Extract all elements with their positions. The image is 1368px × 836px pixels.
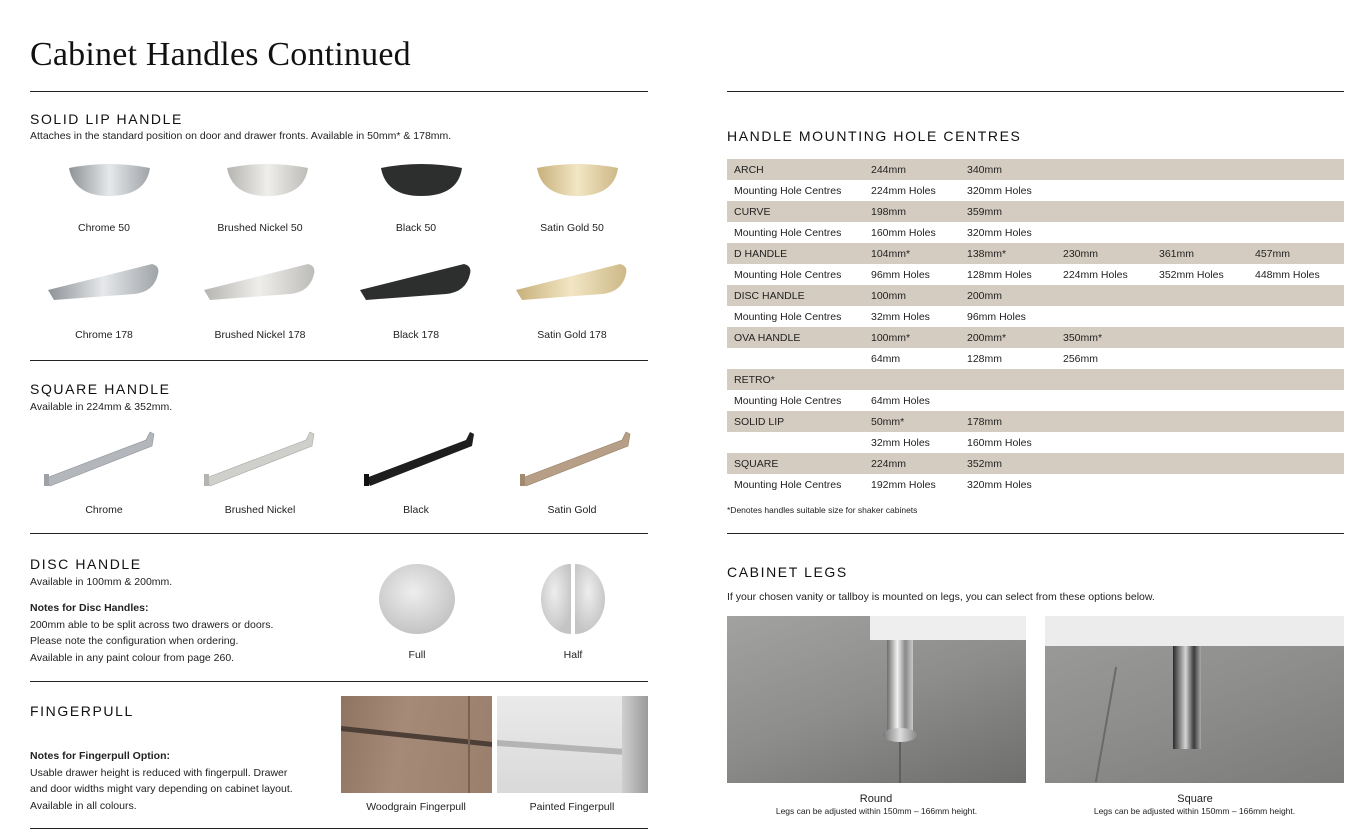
table-cell: 96mm Holes [871, 268, 930, 281]
table-row-handle [727, 411, 1344, 432]
table-cell: 178mm [960, 411, 1056, 432]
divider [30, 360, 648, 361]
handle-caption: Black [403, 504, 429, 516]
disc-caption: Half [563, 649, 583, 661]
table-cell [1152, 180, 1248, 201]
table-row-handle [727, 201, 1344, 222]
handle-image-brushed-nickel-178 [200, 258, 320, 306]
table-cell: OVA HANDLE [727, 327, 864, 348]
table-cell [1056, 432, 1152, 453]
table-cell: 320mm Holes [967, 478, 1032, 491]
handle-caption: Chrome 178 [75, 329, 133, 341]
section-description: Attaches in the standard position on door and drawer fronts. Available in 50mm* & 178mm. [30, 130, 452, 142]
table-cell: 352mm Holes [1159, 268, 1224, 281]
table-cell: 50mm* [864, 411, 960, 432]
note-line: 200mm able to be split across two drawers or doors. [30, 618, 274, 631]
mounting-hole-table [727, 159, 1344, 495]
table-row-handle [727, 285, 1344, 306]
table-row-handle [727, 453, 1344, 474]
table-cell: 192mm Holes [871, 478, 936, 491]
table-cell: SOLID LIP [727, 411, 864, 432]
table-cell [1152, 474, 1248, 495]
table-cell: 224mm [864, 453, 960, 474]
table-cell: Mounting Hole Centres [734, 184, 842, 197]
table-cell: 200mm [960, 285, 1056, 306]
table-cell [960, 390, 1056, 411]
table-cell [1152, 453, 1248, 474]
table-cell: 128mm Holes [967, 268, 1032, 281]
table-cell [1248, 390, 1344, 411]
note-line: Available in any paint colour from page 260. [30, 651, 235, 664]
section-heading-legs: CABINET LEGS [727, 564, 848, 580]
table-cell: 96mm Holes [967, 310, 1026, 323]
table-cell: ARCH [727, 159, 864, 180]
table-cell: 359mm [960, 201, 1056, 222]
table-cell [1152, 369, 1248, 390]
handle-caption: Chrome 50 [78, 222, 130, 234]
leg-label: Square [1177, 793, 1213, 805]
table-cell: 100mm [864, 285, 960, 306]
table-cell: 350mm* [1056, 327, 1152, 348]
table-row-holes [727, 180, 1344, 201]
table-cell: 352mm [960, 453, 1056, 474]
table-cell [1152, 201, 1248, 222]
section-heading-square: SQUARE HANDLE [30, 381, 171, 397]
table-cell: 64mm [871, 352, 901, 365]
divider [727, 533, 1344, 534]
table-cell [1248, 348, 1344, 369]
table-cell: Mounting Hole Centres [734, 310, 842, 323]
handle-caption: Satin Gold [547, 504, 597, 516]
divider [30, 533, 648, 534]
table-cell [960, 369, 1056, 390]
page-title: Cabinet Handles Continued [30, 36, 411, 73]
table-cell [1248, 369, 1344, 390]
note-line: Usable drawer height is reduced with fingerpull. Drawer [30, 766, 288, 779]
table-cell: 224mm Holes [871, 184, 936, 197]
table-row-holes [727, 432, 1344, 453]
table-cell: 200mm* [960, 327, 1056, 348]
fingerpull-caption: Painted Fingerpull [529, 801, 615, 813]
table-cell: 448mm Holes [1255, 268, 1320, 281]
table-cell: SQUARE [727, 453, 864, 474]
table-row-handle [727, 243, 1344, 264]
table-cell [1056, 222, 1152, 243]
table-footnote: *Denotes handles suitable size for shaker cabinets [727, 505, 918, 515]
table-cell [1056, 453, 1152, 474]
section-description: If your chosen vanity or tallboy is mounted on legs, you can select from these options below. [727, 591, 1155, 603]
table-cell [1056, 390, 1152, 411]
handle-caption: Brushed Nickel 50 [217, 222, 303, 234]
table-cell: 198mm [864, 201, 960, 222]
fingerpull-notes [30, 748, 293, 814]
table-cell [1152, 327, 1248, 348]
table-cell: 32mm Holes [871, 310, 930, 323]
table-row-holes [727, 474, 1344, 495]
disc-handle-half-image [533, 563, 613, 635]
table-cell [1152, 390, 1248, 411]
handle-image-black-178 [356, 258, 476, 306]
table-cell [1056, 474, 1152, 495]
table-row-holes [727, 264, 1344, 285]
table-row-holes [727, 222, 1344, 243]
handle-caption: Satin Gold 50 [540, 222, 604, 234]
table-cell [1248, 159, 1344, 180]
handle-image-brushed-nickel-50 [222, 160, 312, 200]
table-cell [864, 369, 960, 390]
table-row-holes [727, 306, 1344, 327]
section-heading-disc: DISC HANDLE [30, 556, 142, 572]
table-cell: 320mm Holes [967, 226, 1032, 239]
handle-image-square-brushed-nickel [202, 428, 318, 490]
handle-image-satin-gold-50 [532, 160, 622, 200]
table-row-holes [727, 390, 1344, 411]
table-cell: RETRO* [727, 369, 864, 390]
section-heading-mounting: HANDLE MOUNTING HOLE CENTRES [727, 128, 1022, 144]
table-cell [1248, 180, 1344, 201]
table-cell: 128mm [967, 352, 1003, 365]
table-cell [727, 348, 864, 369]
table-cell: 340mm [960, 159, 1056, 180]
handle-image-black-50 [376, 160, 466, 200]
table-cell [1056, 159, 1152, 180]
handle-image-square-chrome [42, 428, 158, 490]
table-row-handle [727, 327, 1344, 348]
handle-caption: Chrome [85, 504, 123, 516]
section-description: Available in 224mm & 352mm. [30, 401, 173, 413]
handle-image-satin-gold-178 [512, 258, 632, 306]
table-cell [1152, 306, 1248, 327]
table-cell: 457mm [1248, 243, 1344, 264]
leg-detail: Legs can be adjusted within 150mm – 166mm height. [1093, 806, 1296, 816]
square-leg-image [1045, 616, 1344, 783]
divider [30, 828, 648, 829]
notes-title: Notes for Fingerpull Option: [30, 750, 170, 762]
note-line: Please note the configuration when ordering. [30, 635, 239, 647]
table-cell: 244mm [864, 159, 960, 180]
table-cell [1152, 285, 1248, 306]
table-cell [1248, 285, 1344, 306]
leg-label: Round [859, 793, 893, 805]
table-cell: Mounting Hole Centres [734, 394, 842, 407]
table-cell [1152, 411, 1248, 432]
note-line: and door widths might vary depending on cabinet layout. [30, 783, 293, 795]
table-cell [1248, 306, 1344, 327]
table-cell: Mounting Hole Centres [734, 268, 842, 281]
table-cell [1248, 432, 1344, 453]
table-cell [1248, 201, 1344, 222]
table-cell: D HANDLE [727, 243, 864, 264]
note-line: Available in all colours. [30, 799, 137, 812]
disc-notes [30, 600, 273, 666]
leg-detail: Legs can be adjusted within 150mm – 166mm height. [775, 806, 978, 816]
handle-caption: Brushed Nickel 178 [214, 329, 306, 341]
table-cell [1248, 327, 1344, 348]
table-cell: 160mm Holes [967, 436, 1032, 449]
painted-fingerpull-image [497, 696, 648, 793]
table-cell: CURVE [727, 201, 864, 222]
table-cell [1248, 222, 1344, 243]
fingerpull-caption: Woodgrain Fingerpull [366, 801, 466, 813]
table-cell: 160mm Holes [871, 226, 936, 239]
table-cell [1056, 201, 1152, 222]
table-cell [1056, 285, 1152, 306]
disc-caption: Full [408, 649, 426, 661]
table-row-handle [727, 369, 1344, 390]
round-leg-image [727, 616, 1026, 783]
table-cell [1152, 432, 1248, 453]
table-cell: 64mm Holes [871, 394, 930, 407]
table-cell: 32mm Holes [871, 436, 930, 449]
table-cell [1056, 411, 1152, 432]
table-cell: 256mm [1063, 352, 1099, 365]
section-description: Available in 100mm & 200mm. [30, 576, 173, 588]
table-cell: 320mm Holes [967, 184, 1032, 197]
table-cell [1056, 180, 1152, 201]
handle-image-chrome-50 [64, 160, 154, 200]
table-cell: 224mm Holes [1063, 268, 1128, 281]
table-cell [1248, 411, 1344, 432]
disc-handle-full-image [377, 563, 457, 635]
table-row-holes [727, 348, 1344, 369]
section-heading-solid-lip: SOLID LIP HANDLE [30, 111, 183, 127]
table-cell: 361mm [1152, 243, 1248, 264]
table-cell [1152, 348, 1248, 369]
table-cell: 230mm [1056, 243, 1152, 264]
table-cell: 138mm* [960, 243, 1056, 264]
table-cell: DISC HANDLE [727, 285, 864, 306]
handle-image-square-satin-gold [518, 428, 634, 490]
table-cell: Mounting Hole Centres [734, 478, 842, 491]
table-cell [1056, 369, 1152, 390]
table-cell [1248, 453, 1344, 474]
table-cell [1056, 306, 1152, 327]
woodgrain-fingerpull-image [341, 696, 492, 793]
table-row-handle [727, 159, 1344, 180]
table-cell [1152, 159, 1248, 180]
table-cell [1248, 474, 1344, 495]
table-cell: Mounting Hole Centres [734, 226, 842, 239]
table-cell: 100mm* [864, 327, 960, 348]
table-cell: 104mm* [864, 243, 960, 264]
divider [727, 91, 1344, 92]
handle-caption: Black 50 [395, 222, 437, 234]
handle-image-square-black [362, 428, 478, 490]
notes-title: Notes for Disc Handles: [30, 602, 149, 614]
section-heading-fingerpull: FINGERPULL [30, 703, 134, 719]
handle-caption: Black 178 [392, 329, 440, 341]
handle-caption: Satin Gold 178 [537, 329, 607, 341]
handle-caption: Brushed Nickel [224, 504, 296, 516]
divider [30, 681, 648, 682]
handle-image-chrome-178 [44, 258, 164, 306]
table-cell [1152, 222, 1248, 243]
table-cell [727, 432, 864, 453]
divider [30, 91, 648, 92]
